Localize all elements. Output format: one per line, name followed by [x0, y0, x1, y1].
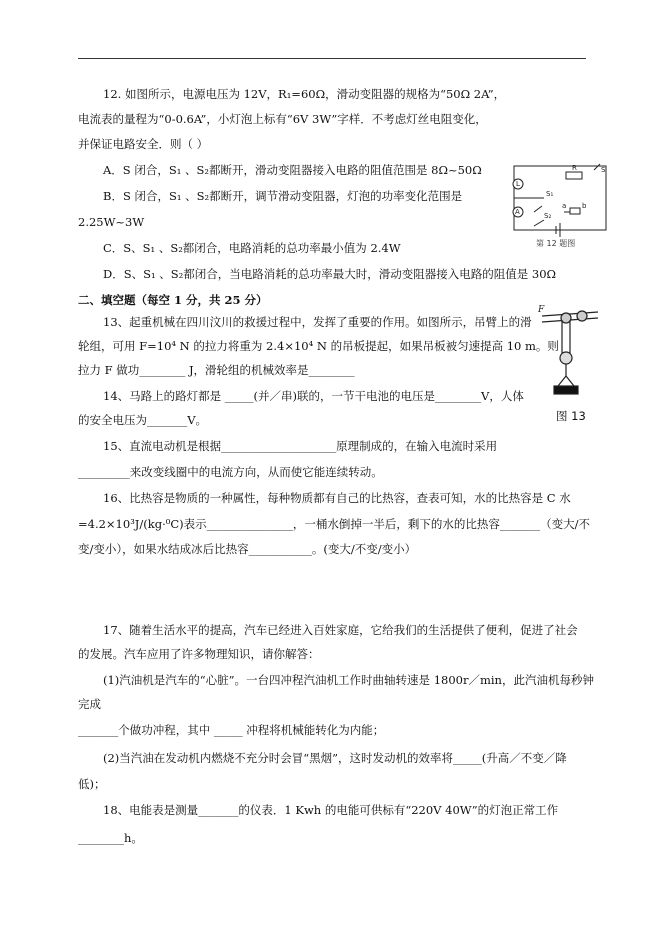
- q12-option-d: D．S、S₁ 、S₂都闭合，当电路消耗的总功率最大时，滑动变阻器接入电路的阻值是 30Ω: [103, 267, 557, 281]
- q17-line-5: _______个做功冲程，其中 _____ 冲程将机械能转化为内能；: [78, 723, 385, 737]
- figure-12-caption: 第 12 题图: [536, 239, 576, 248]
- q13-line-2: 轮组，可用 F=10⁴ N 的拉力将重为 2.4×10⁴ N 的吊板提起，如果吊板被匀速提高 10 m。则: [78, 339, 559, 353]
- fig12-label-l: L: [516, 180, 520, 188]
- q15-line-1: 15、直流电动机是根据____________________原理制成的，在输入电流时采用: [103, 439, 498, 453]
- q12-line-1: 12. 如图所示，电源电压为 12V，R₁=60Ω，滑动变阻器的规格为“50Ω 2A”，: [103, 87, 506, 101]
- section-2-heading: 二、填空题（每空 1 分，共 25 分）: [78, 293, 268, 307]
- fig12-label-s1: S₁: [546, 190, 554, 198]
- q18-line-1: 18、电能表是测量_______的仪表．1 Kwh 的电能可供标有“220V 40W”的灯泡正常工作: [103, 803, 559, 817]
- q17-line-2: 的发展。汽车应用了许多物理知识，请你解答：: [78, 647, 320, 661]
- q14-line-1: 14、马路上的路灯都是 _____(并／串)联的，一节干电池的电压是________V，人体: [103, 389, 524, 403]
- q17-line-7: 低)；: [78, 777, 106, 791]
- fig12-label-a-meter: A: [515, 208, 520, 216]
- fig12-label-r: R: [572, 164, 577, 172]
- q14-line-2: 的安全电压为_______V。: [78, 413, 208, 427]
- q13-line-3: 拉力 F 做功________ J，滑轮组的机械效率是________: [78, 363, 355, 377]
- pulley-diagram: [536, 302, 600, 402]
- fig13-label-f: F: [538, 305, 545, 315]
- figure-13-caption: 图 13: [556, 409, 586, 423]
- q16-line-3: 变/变小），如果水结成冰后比热容___________。(变大/不变/变小）: [78, 542, 417, 556]
- q12-option-b-cont: 2.25W~3W: [78, 215, 145, 229]
- q12-option-c: C．S、S₁ 、S₂都闭合，电路消耗的总功率最小值为 2.4W: [103, 241, 401, 255]
- q12-option-a: A．S 闭合，S₁ 、S₂都断开，滑动变阻器接入电路的阻值范围是 8Ω~50Ω: [103, 163, 482, 177]
- q16-line-1: 16、比热容是物质的一种属性，每种物质都有自己的比热容，查表可知，水的比热容是 C 水: [103, 491, 571, 505]
- q17-line-3: (1)汽油机是汽车的“心脏”。一台四冲程汽油机工作时曲轴转速是 1800r／min，此汽油机每秒钟: [103, 673, 594, 687]
- fig12-label-b: b: [582, 202, 587, 210]
- q17-line-1: 17、随着生活水平的提高，汽车已经进入百姓家庭，它给我们的生活提供了便利，促进了社会: [103, 623, 578, 637]
- q18-line-2: ________h。: [78, 831, 143, 845]
- q15-line-2: _________来改变线圈中的电流方向，从而使它能连续转动。: [78, 465, 383, 479]
- fig12-label-s2: S₂: [544, 212, 552, 220]
- q17-line-4: 完成: [78, 697, 101, 711]
- header-rule: [78, 58, 586, 59]
- q13-line-1: 13、起重机械在四川汶川的救援过程中，发挥了重要的作用。如图所示，吊臂上的滑: [103, 315, 532, 329]
- fig12-label-a: a: [562, 202, 567, 210]
- q12-line-3: 并保证电路安全．则（ ）: [78, 137, 209, 151]
- q12-option-b: B．S 闭合，S₁ 、S₂都断开，调节滑动变阻器，灯泡的功率变化范围是: [103, 189, 463, 203]
- fig12-label-s: S: [601, 166, 606, 174]
- q12-line-2: 电流表的量程为“0-0.6A”，小灯泡上标有“6V 3W”字样．不考虑灯丝电阻变化，: [78, 112, 487, 126]
- q17-line-6: (2)当汽油在发动机内燃烧不充分时会冒“黑烟”，这时发动机的效率将_____(升高／不变／降: [103, 751, 567, 765]
- q16-line-2: =4.2×10³J/(kg·⁰C)表示_______________，一桶水倒掉一半后，剩下的水的比热容_______（变大/不: [78, 517, 591, 531]
